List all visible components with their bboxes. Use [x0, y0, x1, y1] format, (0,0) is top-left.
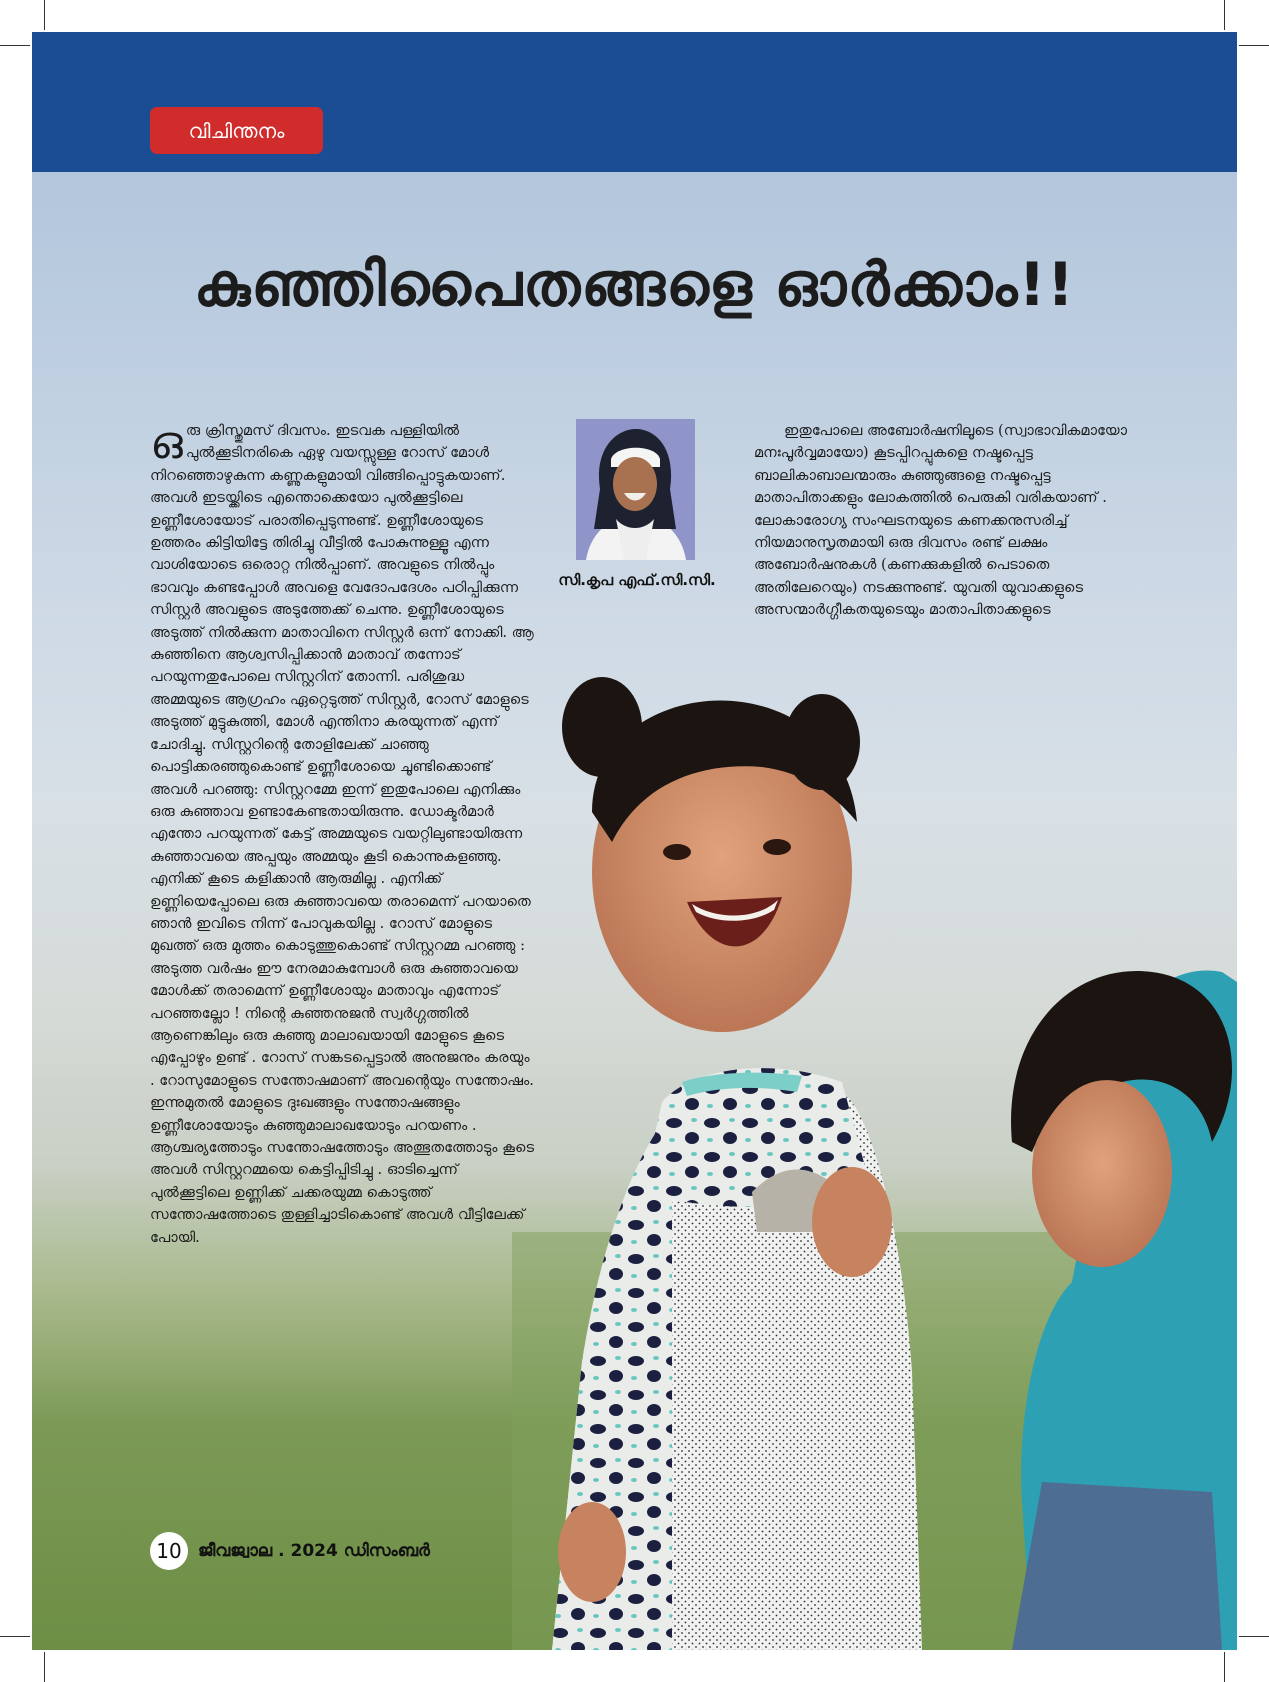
crop-mark	[0, 45, 30, 46]
page-footer	[150, 1532, 430, 1570]
magazine-page	[32, 32, 1237, 1650]
crop-mark	[1239, 45, 1269, 46]
article-right-column: ഇതുപോലെ അബോർഷനിലൂടെ (സ്വാഭാവികമായോ മനഃപൂർവ്വമായോ) കൂടപ്പിറപ്പുകളെ നഷ്ടപ്പെട്ട ബാലികാബാലന്മാരും കുഞ്ഞുങ്ങളെ നഷ്ടപ്പെട്ട മാതാപിതാക്കളും ലോകത്തിൽ പെരുകി വരികയാണ് . ലോകാരോഗ്യ സംഘടനയുടെ കണക്കനുസരിച്ച് നിയമാനുസൃതമായി ഒരു ദിവസം രണ്ട് ലക്ഷം അബോർഷനുകൾ (കണക്കുകളിൽ പെടാതെ അതിലേറെയും) നടക്കുന്നുണ്ട്. യുവതി യുവാക്കളുടെ അസന്മാർഗ്ഗീകതയുടെയും മാതാപിതാക്കളുടെ	[754, 422, 1128, 619]
author-portrait	[576, 419, 695, 560]
left-column-text: രു ക്രിസ്തുമസ് ദിവസം. ഇടവക പള്ളിയിൽ പുൽക്കൂടിനരികെ ഏഴു വയസ്സുള്ള റോസ് മോൾ നിറഞ്ഞൊഴുകുന്ന കണ്ണുകളുമായി വിങ്ങിപ്പൊട്ടുകയാണ്. അവൾ ഇടയ്ക്കിടെ എന്തൊക്കെയോ പുൽക്കൂട്ടിലെ ഉണ്ണീശോയോട് പരാതിപ്പെടുന്നുണ്ട്. ഉണ്ണീശോയുടെ ഉത്തരം കിട്ടിയിട്ടേ തിരിച്ചു വീട്ടിൽ പോകുന്നുള്ളൂ എന്ന വാശിയോടെ ഒരൊറ്റ നിൽപ്പാണ്. അവളുടെ നിൽപ്പും ഭാവവും കണ്ടപ്പോൾ അവളെ വേദോപദേശം പഠിപ്പിക്കുന്ന സിസ്റ്റർ അവളുടെ അടുത്തേക്ക് ചെന്നു. ഉണ്ണീശോയുടെ അടുത്ത് നിൽക്കുന്ന മാതാവിനെ സിസ്റ്റർ ഒന്ന് നോക്കി. ആ കുഞ്ഞിനെ ആശ്വസിപ്പിക്കാൻ മാതാവ് തന്നോട് പറയുന്നതുപോലെ സിസ്റ്ററിന് തോന്നി. പരിശുദ്ധ അമ്മയുടെ ആഗ്രഹം ഏറ്റെടുത്ത് സിസ്റ്റർ, റോസ് മോളുടെ അടുത്ത് മുട്ടുകുത്തി, മോൾ എന്തിനാ കരയുന്നത് എന്ന് ചോദിച്ചു. സിസ്റ്ററിന്റെ തോളിലേക്ക് ചാഞ്ഞു പൊട്ടിക്കരഞ്ഞുകൊണ്ട് ഉണ്ണീശോയെ ചൂണ്ടിക്കൊണ്ട് അവൾ പറഞ്ഞു: സിസ്റ്ററമ്മേ ഇന്ന് ഇതുപോലെ എനിക്കും ഒരു കുഞ്ഞാവ ഉണ്ടാകേണ്ടതായിരുന്നു. ഡോക്ടർമാർ എന്തോ പറയുന്നത് കേട്ട് അമ്മയുടെ വയറ്റിലുണ്ടായിരുന്ന കുഞ്ഞാവയെ അപ്പയും അമ്മയും കൂടി കൊന്നുകളഞ്ഞു. എനിക്ക് കൂടെ കളിക്കാൻ ആരുമില്ല . എനിക്ക് ഉണ്ണിയെപ്പോലെ ഒരു കുഞ്ഞാവയെ തരാമെന്ന് പറയാതെ ഞാൻ ഇവിടെ നിന്ന് പോവുകയില്ല . റോസ് മോളുടെ മുഖത്ത് ഒരു മുത്തം കൊടുത്തുകൊണ്ട് സിസ്റ്ററമ്മ പറഞ്ഞു : അടുത്ത വർഷം ഈ നേരമാകുമ്പോൾ ഒരു കുഞ്ഞാവയെ മോൾക്ക് തരാമെന്ന് ഉണ്ണീശോയും മാതാവും എന്നോട് പറഞ്ഞല്ലോ ! നിന്റെ കുഞ്ഞനുജൻ സ്വർഗ്ഗത്തിൽ ആണെങ്കിലും ഒരു കുഞ്ഞു മാലാഖയായി മോളുടെ കൂടെ എപ്പോഴും ഉണ്ട് . റോസ് സങ്കടപ്പെട്ടാൽ അനുജനും കരയും . റോസുമോളുടെ സന്തോഷമാണ് അവന്റെയും സന്തോഷം. ഇന്നുമുതൽ മോളുടെ ദുഃഖങ്ങളും സന്തോഷങ്ങളും ഉണ്ണീശോയോടും കുഞ്ഞുമാലാഖയോടും പറയണം . ആശ്ചര്യത്തോടും സന്തോഷത്തോടും അത്ഭുതത്തോടും കൂടെ അവൾ സിസ്റ്ററമ്മയെ കെട്ടിപ്പിടിച്ചു . ഓടിച്ചെന്ന് പുൽക്കൂട്ടിലെ ഉണ്ണിക്ക് ചക്കരയുമ്മ കൊടുത്ത് സന്തോഷത്തോടെ തുള്ളിച്ചാടികൊണ്ട് അവൾ വീട്ടിലേക്ക് പോയി.	[150, 422, 535, 1246]
crop-mark	[44, 0, 45, 30]
section-tag: വിചിന്തനം	[150, 107, 323, 154]
header-banner	[32, 32, 1237, 172]
article-title: കുഞ്ഞിപൈതങ്ങളെ ഓർക്കാം!!	[193, 250, 1076, 320]
crop-mark	[1224, 0, 1225, 30]
crop-mark	[44, 1652, 45, 1682]
crop-mark	[1239, 1636, 1269, 1637]
magazine-issue: ജീവജ്വാല . 2024 ഡിസംബർ	[198, 1541, 430, 1561]
crop-mark	[0, 1636, 30, 1637]
article-left-column	[150, 415, 535, 1249]
crop-mark	[1224, 1652, 1225, 1682]
author-name: സി.കൃപ എഫ്.സി.സി.	[558, 571, 716, 589]
page-number: 10	[150, 1532, 188, 1570]
author-portrait-icon	[576, 419, 695, 560]
children-playing-photo	[512, 672, 1237, 1650]
drop-cap: ഒ	[150, 415, 183, 469]
